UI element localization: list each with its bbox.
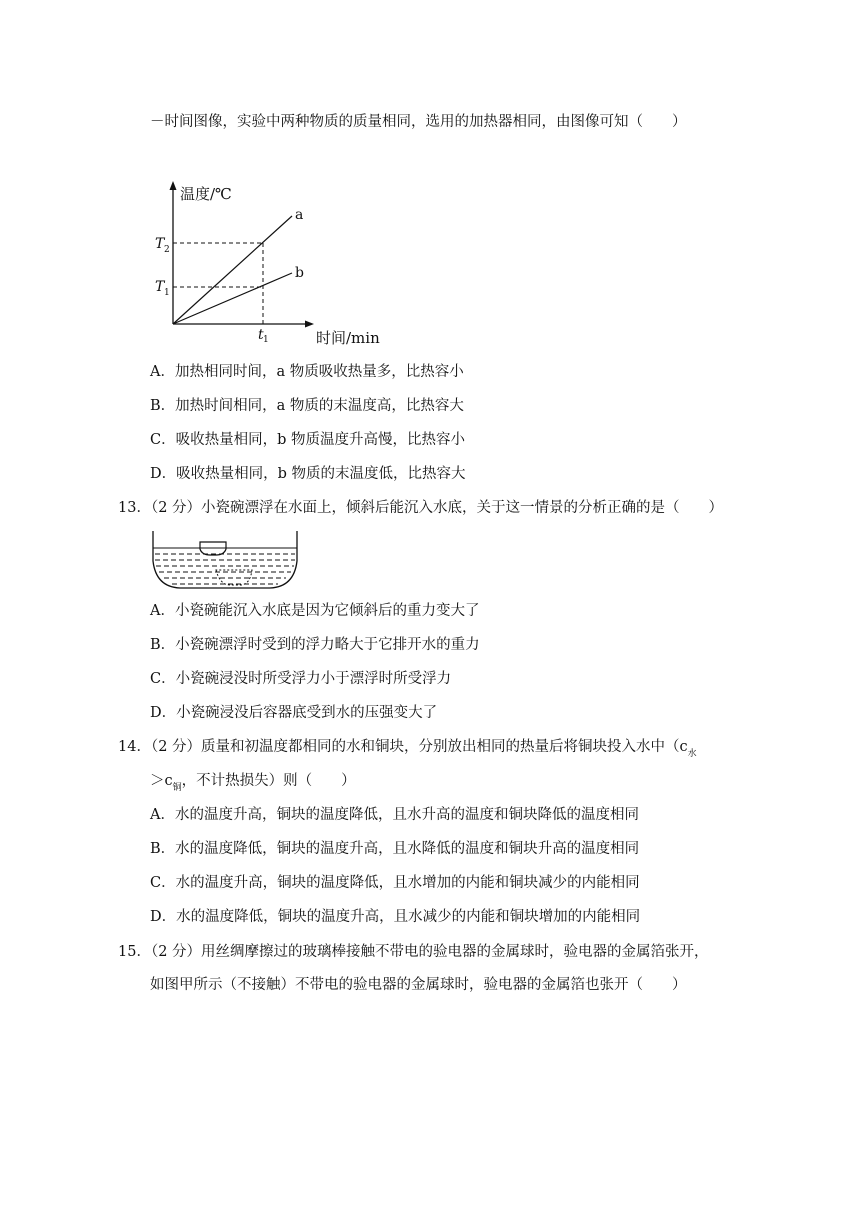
line-a bbox=[173, 216, 292, 324]
t1-sub-label: 1 bbox=[164, 288, 170, 298]
q14-option-a: A．水的温度升高，铜块的温度降低，且水升高的温度和铜块降低的温度相同 bbox=[150, 807, 639, 823]
t2-sub-label: 2 bbox=[164, 245, 170, 255]
q15-stem-line1: 15．（2 分）用丝绸摩擦过的玻璃棒接触不带电的验电器的金属球时，验电器的金属箔张开， bbox=[118, 944, 709, 960]
x-axis-arrow bbox=[305, 321, 314, 328]
line-b bbox=[173, 273, 292, 324]
line-a-label: a bbox=[295, 207, 304, 223]
q14-option-d: D．水的温度降低，铜块的温度升高，且水减少的内能和铜块增加的内能相同 bbox=[150, 909, 641, 925]
temperature-time-graph bbox=[140, 175, 400, 350]
q12-option-b: B．加热时间相同，a 物质的末温度高，比热容大 bbox=[150, 398, 464, 414]
tx-label: t bbox=[258, 327, 264, 343]
x-axis-label: 时间/min bbox=[316, 329, 380, 347]
q14-stem-line1: 14．（2 分）质量和初温度都相同的水和铜块，分别放出相同的热量后将铜块投入水中（$c_水$ bbox=[118, 739, 697, 759]
q12-intro: －时间图像，实验中两种物质的质量相同，选用的加热器相同，由图像可知（ ） bbox=[150, 114, 687, 130]
y-axis-arrow bbox=[170, 181, 177, 190]
bowl-in-container-figure bbox=[150, 527, 300, 592]
q13-option-a: A．小瓷碗能沉入水底是因为它倾斜后的重力变大了 bbox=[150, 603, 480, 619]
q12-option-d: D．吸收热量相同，b 物质的末温度低，比热容大 bbox=[150, 466, 466, 482]
t2-label: T bbox=[155, 236, 165, 252]
t1-label: T bbox=[155, 279, 165, 295]
tx-sub-label: 1 bbox=[263, 335, 269, 345]
q14-stem-line2: $>c_铜$，不计热损失）则（ ） bbox=[150, 773, 356, 793]
q13-option-d: D．小瓷碗浸没后容器底受到水的压强变大了 bbox=[150, 705, 438, 721]
q13-option-c: C．小瓷碗浸没时所受浮力小于漂浮时所受浮力 bbox=[150, 671, 452, 687]
q14-option-c: C．水的温度升高，铜块的温度降低，且水增加的内能和铜块减少的内能相同 bbox=[150, 875, 640, 891]
q12-option-a: A．加热相同时间，a 物质吸收热量多，比热容小 bbox=[150, 364, 464, 380]
q14-option-b: B．水的温度降低，铜块的温度升高，且水降低的温度和铜块升高的温度相同 bbox=[150, 841, 640, 857]
q12-option-c: C．吸收热量相同，b 物质温度升高慢，比热容小 bbox=[150, 432, 465, 448]
line-b-label: b bbox=[295, 265, 304, 281]
q13-option-b: B．小瓷碗漂浮时受到的浮力略大于它排开水的重力 bbox=[150, 637, 480, 653]
y-axis-label: 温度/℃ bbox=[180, 185, 232, 203]
q13-stem: 13．（2 分）小瓷碗漂浮在水面上，倾斜后能沉入水底，关于这一情景的分析正确的是（ ） bbox=[118, 500, 724, 516]
q15-stem-line2: 如图甲所示（不接触）不带电的验电器的金属球时，验电器的金属箔也张开（ ） bbox=[150, 977, 687, 993]
